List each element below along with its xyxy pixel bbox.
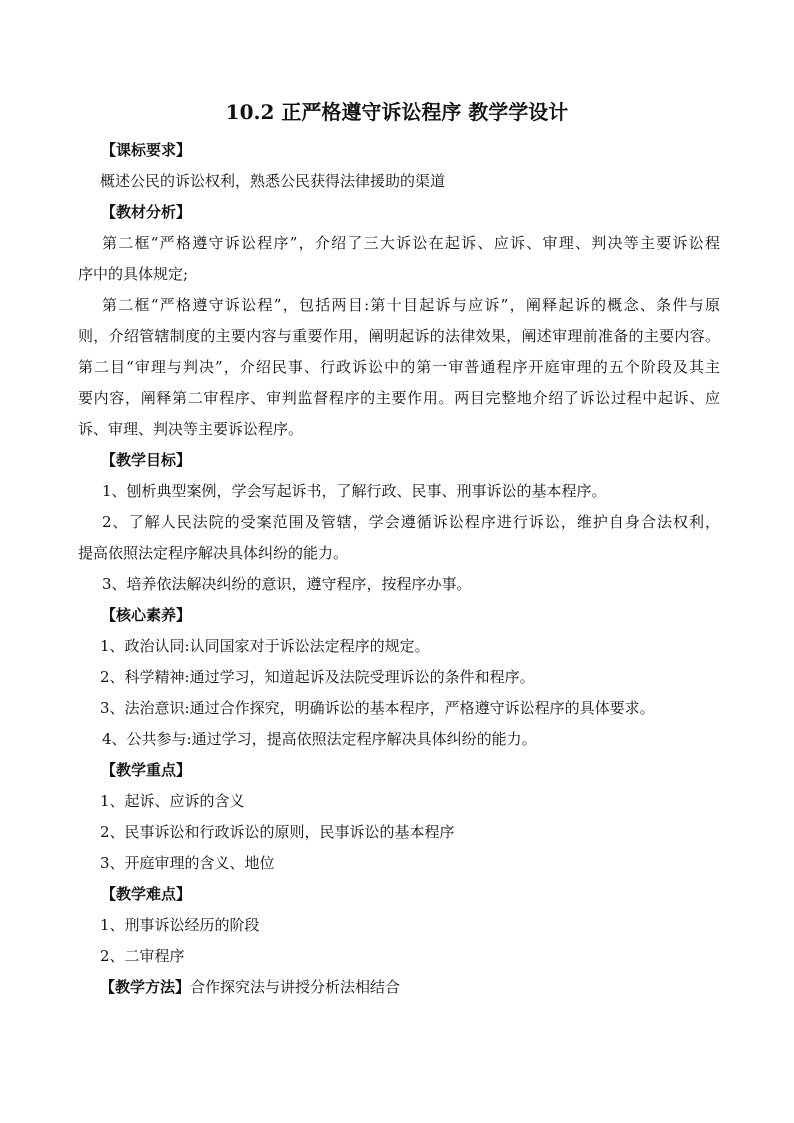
document-title: 10.2 正严格遵守诉讼程序 教学学设计 (225, 100, 569, 124)
textbook-analysis-line: 序中的具体规定; (78, 265, 189, 283)
key-point-line: 2、民事诉讼和行政诉讼的原则，民事诉讼的基本程序 (100, 823, 455, 841)
section-heading-key-points: 【教学重点】 (101, 761, 192, 779)
textbook-analysis-line: 第二框“严格遵守诉讼程”，包括两目:第十目起诉与应诉”，阐释起诉的概念、条件与原 (102, 296, 720, 314)
textbook-analysis-line: 第二目“审理与判决”，介绍民事、行政诉讼中的第一审普通程序开庭审理的五个阶段及其主 (78, 358, 720, 376)
section-heading-core-competencies: 【核心素养】 (101, 606, 192, 624)
section-heading-difficulties: 【教学难点】 (101, 885, 192, 903)
teaching-goal-line: 提高依照法定程序解决具体纠纷的能力。 (78, 544, 349, 562)
section-heading-curriculum: 【课标要求】 (101, 141, 192, 159)
document-body (78, 135, 720, 1003)
textbook-analysis-line: 则，介绍管辖制度的主要内容与重要作用，阐明起诉的法律效果，阐述审理前准备的主要内容。 (78, 327, 720, 345)
section-heading-teaching-goals: 【教学目标】 (101, 451, 192, 469)
textbook-analysis-line: 要内容，阐释第二审程序、审判监督程序的主要作用。两目完整地介绍了诉讼过程中起诉、应 (78, 389, 720, 407)
core-competency-line: 1、政治认同:认同国家对于诉讼法定程序的规定。 (100, 637, 430, 655)
teaching-methods-text: 合作探究法与讲授分析法相结合 (190, 978, 401, 996)
key-point-line: 1、起诉、应诉的含义 (100, 792, 245, 810)
section-heading-teaching-methods: 【教学方法】 (100, 978, 191, 996)
teaching-methods-row (100, 972, 720, 1003)
key-point-line: 3、开庭审理的含义、地位 (100, 854, 275, 872)
textbook-analysis-line: 诉、审理、判决等主要诉讼程序。 (78, 420, 304, 438)
core-competency-line: 4、公共参与:通过学习，提高依照法定程序解决具体纠纷的能力。 (102, 730, 537, 748)
difficulty-line: 1、刑事诉讼经历的阶段 (100, 916, 260, 934)
curriculum-text: 概述公民的诉讼权利，熟悉公民获得法律援助的渠道 (100, 172, 446, 190)
teaching-goal-line: 2、了解人民法院的受案范围及管辖，学会遵循诉讼程序进行诉讼，维护自身合法权利， (102, 513, 720, 531)
core-competency-line: 3、法治意识:通过合作探究，明确诉讼的基本程序，严格遵守诉讼程序的具体要求。 (100, 699, 655, 717)
difficulty-line: 2、二审程序 (100, 947, 185, 965)
teaching-goal-line: 3、培养依法解决纠纷的意识，遵守程序，按程序办事。 (102, 575, 472, 593)
teaching-goal-line: 1、刨析典型案例，学会写起诉书，了解行政、民事、刑事诉讼的基本程序。 (102, 482, 607, 500)
section-heading-textbook-analysis: 【教材分析】 (101, 203, 192, 221)
textbook-analysis-line: 第二框“严格遵守诉讼程序”，介绍了三大诉讼在起诉、应诉、审理、判决等主要诉讼程 (102, 234, 720, 252)
core-competency-line: 2、科学精神:通过学习，知道起诉及法院受理诉讼的条件和程序。 (100, 668, 535, 686)
